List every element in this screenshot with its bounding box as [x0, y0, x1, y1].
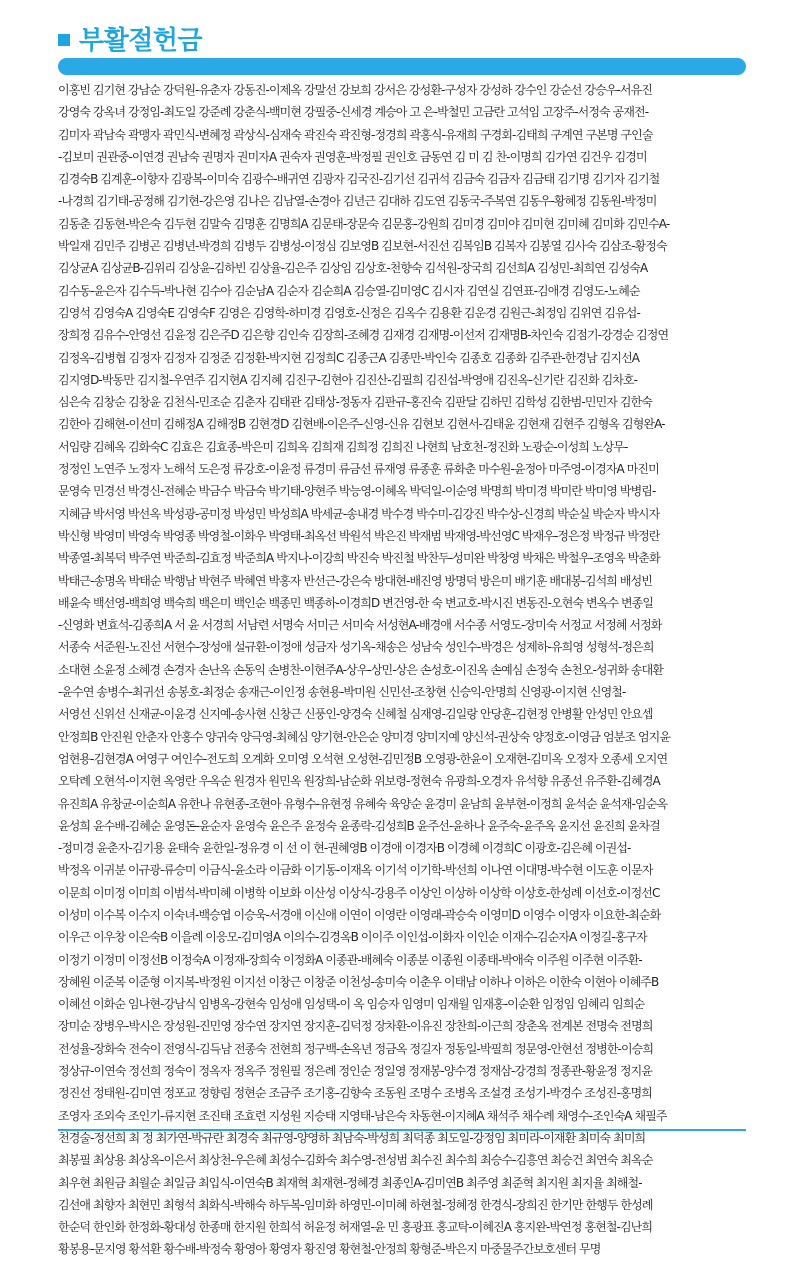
- donor-line: 최봉필 최상용 최상옥-이은서 최상천-우은혜 최성수-김화숙 최수영-전성범 최수진 최수희 최승수-김흥연 최승건 최연숙 최옥순: [58, 1153, 653, 1168]
- title-bar-divider: [58, 58, 746, 75]
- section-header: [58, 18, 202, 58]
- donor-line: 김선애 최향자 최현민 최형석 최화식-박해숙 하두복-임미화 하영민-이미혜 하현철-정혜정 한경식-장희진 한기만 한행두 한성례: [58, 1197, 653, 1212]
- donor-line: 강영숙 강옥녀 강정임-최도일 강준례 강춘식-백미현 강필중-신세경 계승아 고 은-박철민 고금란 고석임 고장주-서정숙 공재전-: [58, 105, 649, 120]
- donor-line: 박정옥 이귀분 이규광-류승미 이금식-윤소라 이금화 이기동-이재옥 이기석 이기학-박선희 이나연 이대명-박수현 이도훈 이문자: [58, 863, 653, 878]
- donor-line: 서종숙 서준원-노진선 서현수-장성애 설규환-이정애 성금자 성기옥-채송은 성남숙 성인수-박경은 성제하-유희영 성형석-정은희: [58, 640, 654, 655]
- donor-line: 한순덕 한인화 한정화-황대성 한종매 한지원 한희석 허윤정 허재열-윤 민 홍광표 홍교탁-이혜진A 홍지완-박연정 홍현철-김난희: [58, 1220, 653, 1235]
- donor-line: 지혜금 박서영 박선옥 박성광-공미정 박성민 박성희A 박세균-송내경 박수경 박수미-김강진 박수상-신경희 박순실 박순자 박시자: [58, 506, 660, 521]
- donor-line: 김한아 김해현-이선미 김해정A 김해정B 김현경D 김현배-이은주-신영-신유 김현보 김현서-김태윤 김현재 김현주 김형옥 김형완A-: [58, 417, 665, 432]
- donor-line: 윤성희 윤수배-김혜순 윤영돈-윤순자 윤영숙 윤은주 윤정숙 윤종락-김성희B 윤주선-윤하나 윤주숙-윤주옥 윤지선 윤진희 윤차걸: [58, 818, 660, 833]
- donor-line: 박일재 김민주 김병곤 김병년-박경희 김병두 김병성-이정심 김보영B 김보현-서진선 김복임B 김복자 김봉열 김사숙 김삼조-황정숙: [58, 239, 667, 254]
- donor-line: 박종열-최복덕 박주연 박준희-김효정 박준희A 박지나-이강희 박진숙 박진철 박찬두-성미완 박창영 박채은 박철우-조영옥 박춘화: [58, 551, 660, 566]
- donor-line: 문영숙 민경선 박경신-전혜순 박금수 박금숙 박기태-양현주 박능영-이혜옥 박덕일-이순영 박명희 박미경 박미란 박미영 박병림-: [58, 484, 656, 499]
- donor-line: 이문희 이미정 이미희 이범석-박미혜 이병학 이보화 이산성 이상식-강용주 이상인 이상하 이상학 이상호-한성례 이선호-이정선C: [58, 885, 660, 900]
- donor-line: 배윤숙 백선영-백희영 백숙희 백은미 백인순 백종민 백종하-이경희D 변건영-한 숙 변교호-박시진 변동진-오현숙 변옥수 변종일: [58, 595, 654, 610]
- donor-line: -나경희 김기태-공정해 김기현-강은영 김나은 김남열-손경아 김년근 김대하 김도연 김동국-주복연 김동우-황혜정 김동원-박정미: [58, 194, 657, 209]
- donor-line: -윤수연 송병수-최귀선 송봉호-최정순 송재근-이인정 송현용-박미원 신민선-조창현 신승익-안명희 신영광-이지현 신영철-: [58, 685, 626, 700]
- donor-line: 심은숙 김창순 김창윤 김천식-민조순 김춘자 김태관 김태상-정동자 김판규-홍진숙 김판달 김하민 김학성 김한범-민민자 김한숙: [58, 395, 652, 410]
- donor-line: 엄현용-김현경A 여영구 여인수-전도희 오계화 오미영 오석현 오성현-김민정B 오영광-한윤이 오재현-김미옥 오정자 오종세 오지연: [58, 751, 668, 766]
- donor-line: 김상균A 김상균B-김위리 김상윤-김하빈 김상율-김은주 김상임 김상호-천향숙 김석원-장국희 김선희A 김성민-최희연 김성숙A: [58, 261, 648, 276]
- square-bullet-icon: [58, 34, 70, 46]
- donor-line: 이정기 이정미 이정선B 이정숙A 이정재-장희숙 이정화A 이종관-배혜숙 이종분 이종원 이종태-박애숙 이주원 이주현 이주환-: [58, 952, 642, 967]
- donor-line: 이혜선 이화순 임나현-강남식 임병옥-강현숙 임성애 임성택-이 옥 임승자 임영미 임재월 임재홍-이순환 임정임 임혜리 임희순: [58, 997, 645, 1012]
- donor-line: 정진선 정태원-김미연 정포교 정향림 정현순 조금주 조기홍-김향숙 조동원 조명수 조병옥 조설경 조성기-박경수 조성진-홍명희: [58, 1086, 652, 1101]
- donor-line: 안정희B 안진원 안춘자 안홍수 양귀숙 양극영-최혜심 양기현-안은순 양미경 양미지예 양신석-권상숙 양정호-이영금 엄분조 엄지윤: [58, 729, 671, 744]
- donor-list: [58, 79, 746, 1261]
- page-title: 부활절헌금: [79, 25, 203, 56]
- donor-line: 오탁례 오현석-이지현 옥영란 우옥순 원경자 원민옥 원장희-남순화 위보령-정현숙 유광희-오경자 유석향 유종선 유주환-김혜경A: [58, 774, 660, 789]
- donor-line: 소대현 소윤정 소혜경 손경자 손난옥 손동익 손병찬-이현주A-상우-상민-상은 손성호-이진옥 손예심 손정숙 손천오-성귀화 송대환: [58, 662, 663, 677]
- donor-line: 김지영D-박동만 김지철-우연주 김지현A 김지혜 김진구-김현아 김진산-김필희 김진섭-박영애 김진옥-신기란 김진화 김차호-: [58, 372, 638, 387]
- donor-line: 김수동-윤은자 김수득-박나현 김수아 김순남A 김순자 김순희A 김승열-김미영C 김시자 김연실 김연표-김애경 김영도-노혜순: [58, 283, 640, 298]
- donor-line: 천경술-정선희 최 정 최가연-박규란 최경숙 최규영-양영하 최남숙-박성희 최덕종 최도일-강정임 최미라-이재환 최미숙 최미희: [58, 1130, 646, 1145]
- donor-line: 장희정 김유수-안영선 김윤정 김은주D 김은향 김인숙 김장희-조혜경 김재경 김재명-이선저 김재명B-차인숙 김점기-강경순 김정연: [58, 328, 669, 343]
- donor-line: 이홍빈 김기현 강남순 강덕원-유춘자 강동진-이제옥 강말선 강보희 강서은 강성환-구성자 강성하 강수인 강순선 강승우-서유진: [58, 83, 652, 97]
- donor-line: 서임량 김혜옥 김화숙C 김효은 김효종-박은미 김희옥 김희재 김희정 김희진 나현희 남호천-정진화 노광순-이성희 노상무-: [58, 439, 628, 454]
- donor-line: 김정옥-김병협 김정자 김정자 김정준 김정환-박지현 김정희C 김종근A 김종만-박인숙 김종호 김종화 김주관-한경남 김지선A: [58, 350, 640, 365]
- donor-line: 서영선 신위선 신재균-이윤경 신지예-송사현 신창근 신풍인-양경숙 신혜철 심재영-김일랑 안당훈-김현정 안병활 안성민 안요셉: [58, 707, 653, 722]
- donor-line: 장미순 장병우-박시은 장성원-진민영 장수연 장지연 장지훈-김덕정 장차환-이유진 장찬희-이근희 장춘옥 전계본 전명숙 전명희: [58, 1019, 653, 1034]
- donor-line: 정정인 노연주 노정자 노해석 도은정 류강호-이윤정 류경미 류금선 류재영 류종훈 류화춘 마수원-윤정아 마주영-이경자A 마진미: [58, 462, 659, 477]
- donor-line: 김동춘 김동현-박은숙 김두현 김말숙 김명훈 김명희A 김문태-장문숙 김문홍-강원희 김미경 김미야 김미현 김미혜 김미화 김민수A-: [58, 216, 670, 231]
- donor-line: 정상규-이연숙 정선희 정숙이 정옥자 정옥주 정원필 정은례 정인순 정일영 정재봉-양수경 정재삼-강경희 정종관-황윤정 정지윤: [58, 1064, 652, 1079]
- donor-line: 황봉용-문지영 황석환 황수배-박정숙 황영아 황영자 황진영 황현철-안정희 황형준-박은지 마중물주간보호센터 무명: [58, 1242, 601, 1257]
- donor-line: 박신형 박영미 박영숙 박영종 박영철-이화우 박영태-최옥선 박원석 박은진 박재범 박재영-박선영C 박재우-정은정 박정규 박정란: [58, 528, 660, 543]
- donor-line: 이성미 이수복 이수지 이숙녀-백승엽 이승욱-서경애 이신애 이연이 이영란 이영래-곽승숙 이영미D 이영수 이영자 이요한-최순화: [58, 907, 661, 922]
- donor-line: 이우근 이우창 이은숙B 이을례 이응모-김미영A 이의수-김경옥B 이이주 이인섭-이화자 이인순 이재수-김순자A 이정길-홍구자: [58, 930, 647, 945]
- donor-line: 유진희A 유창균-이순희A 유한나 유현종-조현아 유형수-유현정 유혜숙 육양순 윤경미 윤남희 윤부현-이정희 윤석순 윤석재-임순옥: [58, 796, 668, 811]
- bottom-divider: [58, 1129, 746, 1131]
- donor-line: 김경숙B 김계훈-이향자 김광복-이미숙 김광수-배귀연 김광자 김국진-김기선 김귀석 김금숙 김금자 김금태 김기명 김기자 김기철: [58, 172, 660, 187]
- donor-line: 조영자 조외숙 조인기-류지현 조진태 조효련 지성원 지승태 지영태-남은숙 차동현-이지혜A 채석주 채수례 채영수-조인숙A 채필주: [58, 1108, 667, 1123]
- donor-line: 최우현 최원금 최월순 최일금 최입식-이연숙B 최재혁 최재현-정혜경 최종인A-김미연B 최주영 최준혁 최지원 최지율 최해철-: [58, 1175, 642, 1190]
- donor-line: -정미경 윤춘자-김기용 윤태숙 윤한일-정유경 이 선 이 현-권혜영B 이경애 이경자B 이경혜 이경희C 이광호-김은혜 이권섭-: [58, 841, 631, 856]
- donor-line: -신영화 변효석-김종희A 서 윤 서경희 서남련 서명숙 서미근 서미숙 서성현A-배경애 서수종 서영도-장미숙 서정교 서정혜 서정화: [58, 618, 662, 633]
- donor-line: 박태근-송명옥 박태순 박행남 박현주 박혜연 박홍자 반선근-강은숙 방대현-배진영 방명덕 방은미 배기훈 배대봉-김석희 배성빈: [58, 573, 652, 588]
- donor-line: 김미자 곽남숙 곽맹자 곽민식-변혜정 곽상식-심재숙 곽진숙 곽진형-정경희 곽홍식-유재희 구경회-김태희 구계연 구본명 구인술: [58, 127, 653, 142]
- donor-line: 전성율-장화숙 전숙이 전영식-김득남 전종숙 전현희 정구백-손옥년 정금옥 정길자 정동일-박필희 정문영-안현선 정병한-이승희: [58, 1041, 654, 1056]
- donor-line: 장혜원 이준복 이준형 이지복-박정원 이지선 이창근 이창준 이천성-송미숙 이춘우 이태남 이하나 이하은 이한숙 이현아 이혜주B: [58, 974, 659, 989]
- donor-line: -김보미 권관중-이연경 권남숙 권명자 권미자A 권숙자 권영훈-박정필 권인호 금동연 김 미 김 찬-이명희 김가연 김건우 김경미: [58, 149, 647, 164]
- donor-line: 김영석 김영숙A 김영숙E 김영숙F 김영은 김영학-하미경 김영호-신정은 김옥수 김용환 김운경 김원근-최정임 김위연 김유섭-: [58, 305, 640, 320]
